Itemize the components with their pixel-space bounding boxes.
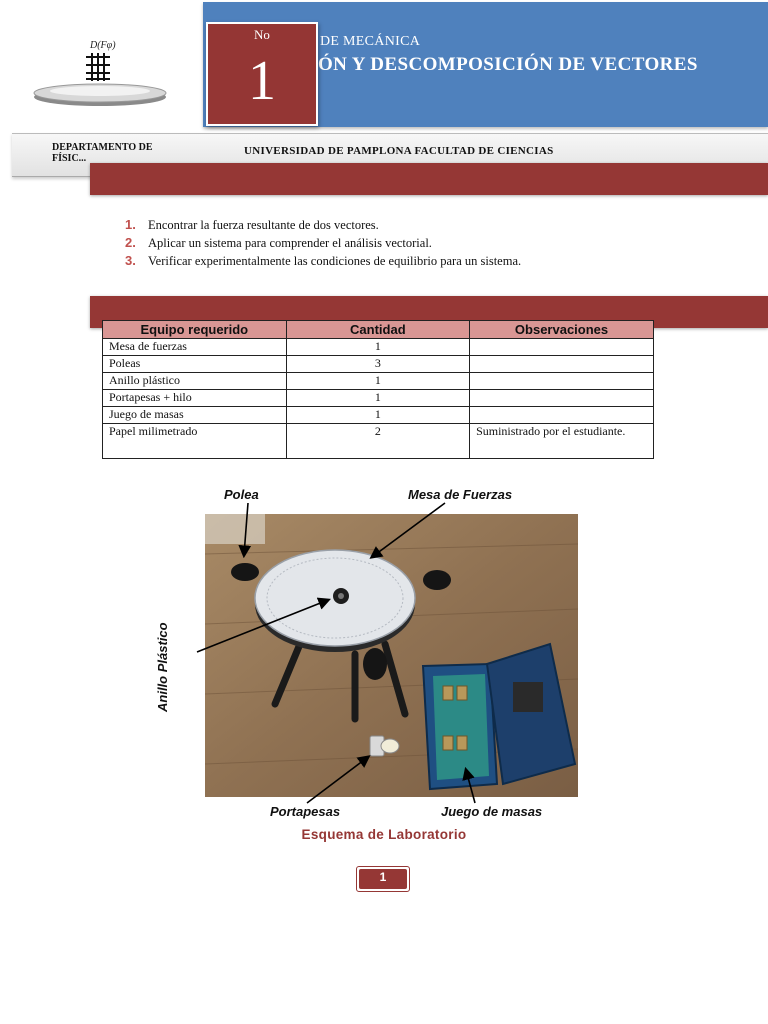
section-bar-objectives <box>90 163 768 195</box>
column-header: Equipo requerido <box>103 321 287 339</box>
table-header-row <box>103 321 654 339</box>
table-row <box>103 407 654 424</box>
table-cell-observations <box>470 339 654 356</box>
page-number: 1 <box>359 869 407 889</box>
callout-mesa: Mesa de Fuerzas <box>408 487 513 502</box>
objectives-list <box>125 216 521 270</box>
table-cell-observations: Suministrado por el estudiante. <box>470 424 654 459</box>
university-label: UNIVERSIDAD DE PAMPLONA FACULTAD DE CIENCIAS <box>244 145 554 157</box>
table-row <box>103 339 654 356</box>
lab-number-label: No <box>254 27 270 42</box>
callout-polea: Polea <box>224 487 259 502</box>
objective-item <box>125 252 521 270</box>
table-cell-quantity: 1 <box>286 390 469 407</box>
table-cell-observations <box>470 407 654 424</box>
table-cell-quantity: 2 <box>286 424 469 459</box>
lab-setup-photo <box>205 514 578 797</box>
table-cell-equipment: Juego de masas <box>103 407 287 424</box>
logo-text: D(Fφ) <box>90 40 116 51</box>
objective-text: Verificar experimentalmente las condiciones de equilibrio para un sistema. <box>148 254 522 268</box>
department-logo <box>30 35 170 115</box>
table-cell-equipment: Anillo plástico <box>103 373 287 390</box>
table-row <box>103 356 654 373</box>
table-cell-quantity: 1 <box>286 339 469 356</box>
table-cell-equipment: Portapesas + hilo <box>103 390 287 407</box>
callout-portapesas: Portapesas <box>270 804 341 819</box>
table-row <box>103 373 654 390</box>
objective-item <box>125 216 521 234</box>
column-header: Observaciones <box>470 321 654 339</box>
department-label: DEPARTAMENTO DE FÍSIC... <box>52 142 153 164</box>
table-cell-quantity: 1 <box>286 373 469 390</box>
table-cell-equipment: Papel milimetrado <box>103 424 287 459</box>
table-cell-quantity: 3 <box>286 356 469 373</box>
lab-title: ÓN Y DESCOMPOSICIÓN DE VECTORES <box>318 54 698 75</box>
equipment-table <box>102 320 654 459</box>
table-cell-equipment: Mesa de fuerzas <box>103 339 287 356</box>
table-row <box>103 424 654 459</box>
objective-number: 2. <box>125 235 136 250</box>
objective-text: Encontrar la fuerza resultante de dos vectores. <box>148 218 379 232</box>
table-cell-observations <box>470 373 654 390</box>
lab-number-box <box>206 22 318 126</box>
table-cell-quantity: 1 <box>286 407 469 424</box>
objective-number: 1. <box>125 217 136 232</box>
table-row <box>103 390 654 407</box>
column-header: Cantidad <box>286 321 469 339</box>
objective-number: 3. <box>125 253 136 268</box>
page-number-badge <box>356 866 410 892</box>
figure-caption: Esquema de Laboratorio <box>301 827 467 842</box>
callout-juego: Juego de masas <box>441 804 543 819</box>
objective-text: Aplicar un sistema para comprender el análisis vectorial. <box>148 236 432 250</box>
course-title: DE MECÁNICA <box>320 34 421 49</box>
table-cell-observations <box>470 356 654 373</box>
table-cell-equipment: Poleas <box>103 356 287 373</box>
lab-number-value: 1 <box>248 50 276 112</box>
table-cell-observations <box>470 390 654 407</box>
callout-anillo: Anillo Plástico <box>155 622 170 712</box>
objective-item <box>125 234 521 252</box>
